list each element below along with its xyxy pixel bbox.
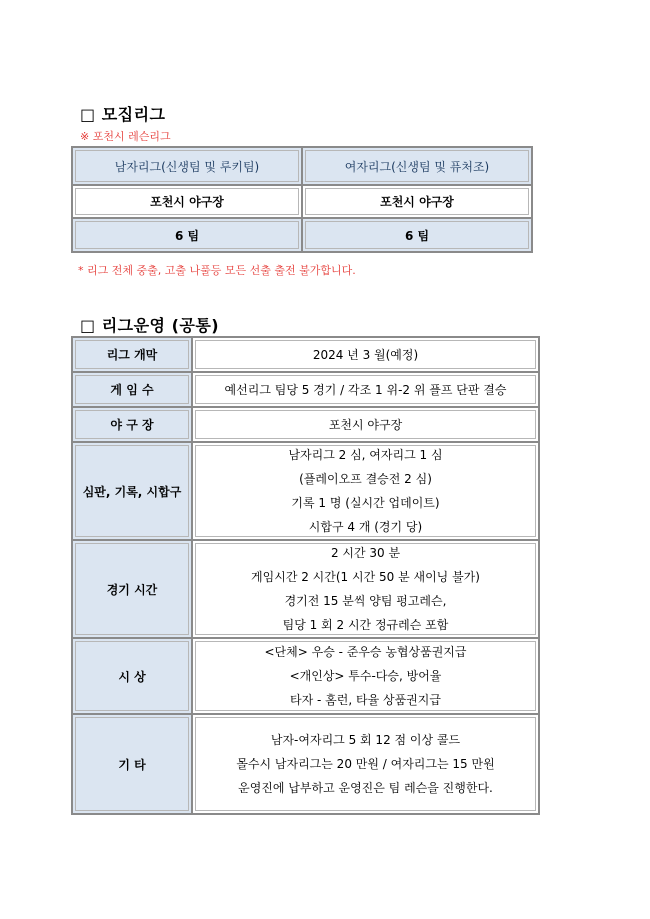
ops-value-line: 몰수시 남자리그는 20 만원 / 여자리그는 15 만원 (236, 757, 495, 771)
ops-row-etc (72, 714, 539, 814)
operations-table (71, 336, 540, 815)
ops-label-awards: 시 상 (72, 638, 192, 714)
recruit-table (71, 146, 533, 253)
ops-value-ballpark (192, 407, 539, 442)
ops-row-umpire-record-balls (72, 442, 539, 540)
ops-row-awards (72, 638, 539, 714)
ops-value-line: <단체> 우승 - 준우승 농협상품권지급 (264, 645, 467, 659)
ops-value-line: (플레이오프 결승전 2 심) (299, 472, 432, 486)
ops-value-games (192, 372, 539, 407)
ops-value-line: 경기전 15 분씩 양팀 펑고레슨, (284, 594, 447, 608)
ops-row-games (72, 372, 539, 407)
ops-label-games: 게 임 수 (72, 372, 192, 407)
venue-men: 포천시 야구장 (72, 185, 302, 218)
ops-value-line: <개인상> 투수-다승, 방어율 (289, 669, 442, 683)
ops-value-line: 2 시간 30 분 (330, 546, 401, 560)
ops-label-game-time: 경기 시간 (72, 540, 192, 638)
ops-value-line: 남자리그 2 심, 여자리그 1 심 (288, 448, 443, 462)
ops-value-line: 시합구 4 개 (경기 당) (308, 520, 423, 534)
ops-label-league-opening: 리그 개막 (72, 337, 192, 372)
ops-value-line: 2024 년 3 월(예정) (312, 347, 419, 362)
column-header-men: 남자리그(신생팀 및 루키팀) (72, 147, 302, 185)
recruit-note: ※ 포천시 레슨리그 (80, 130, 171, 143)
ops-value-line: 예선리그 팀당 5 경기 / 각조 1 위-2 위 플프 단판 결승 (224, 382, 507, 397)
ops-label-ballpark: 야 구 장 (72, 407, 192, 442)
ops-value-etc (192, 714, 539, 814)
ops-row-ballpark (72, 407, 539, 442)
section-title-operations: □ 리그운영 (공통) (80, 316, 220, 335)
teams-women: 6 팀 (302, 218, 532, 252)
ops-value-line: 기록 1 명 (실시간 업데이트) (291, 496, 440, 510)
section-title-recruit: □ 모집리그 (80, 105, 166, 124)
ops-row-game-time (72, 540, 539, 638)
ops-value-game-time (192, 540, 539, 638)
ops-value-league-opening (192, 337, 539, 372)
ops-value-line: 운영진에 납부하고 운영진은 팀 레슨을 진행한다. (238, 781, 493, 795)
eligibility-footnote: * 리그 전체 중출, 고출 나풀등 모든 선출 출전 불가합니다. (78, 264, 356, 277)
ops-value-line: 포천시 야구장 (328, 417, 403, 432)
column-header-women: 여자리그(신생팀 및 퓨처조) (302, 147, 532, 185)
venue-women: 포천시 야구장 (302, 185, 532, 218)
ops-value-line: 타자 - 홈런, 타율 상품권지급 (290, 693, 441, 707)
ops-value-umpire-record-balls (192, 442, 539, 540)
ops-value-awards (192, 638, 539, 714)
ops-label-etc: 기 타 (72, 714, 192, 814)
ops-label-umpire-record-balls: 심판, 기록, 시합구 (72, 442, 192, 540)
ops-value-line: 남자-여자리그 5 회 12 점 이상 콜드 (270, 733, 461, 747)
ops-value-line: 팀당 1 회 2 시간 정규레슨 포함 (282, 618, 449, 632)
teams-men: 6 팀 (72, 218, 302, 252)
ops-value-line: 게임시간 2 시간(1 시간 50 분 새이닝 불가) (251, 570, 480, 584)
ops-row-league-opening (72, 337, 539, 372)
